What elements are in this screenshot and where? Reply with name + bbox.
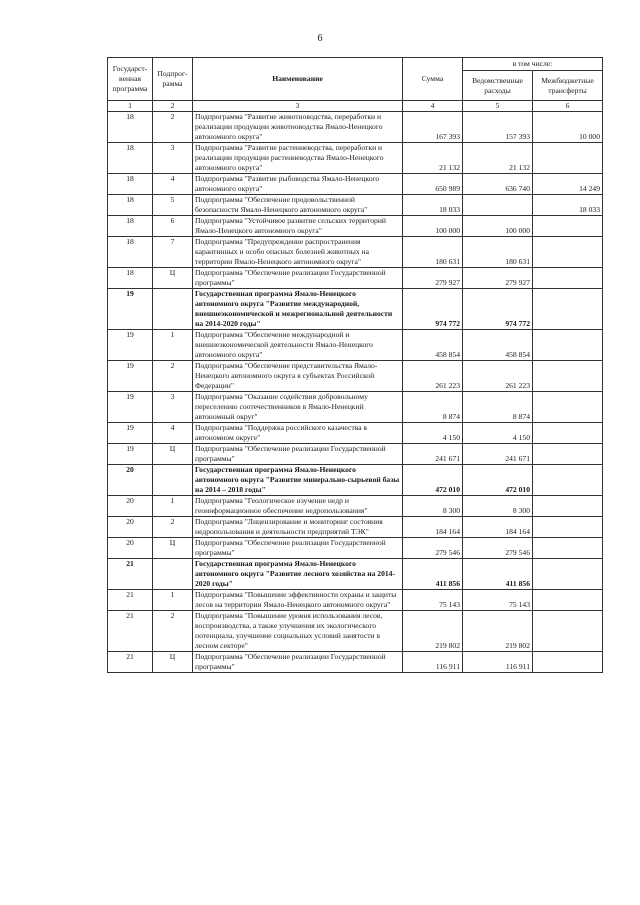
amount-total: 472 010 [403,465,463,496]
amount-transfers [533,361,603,392]
subprogram-code: 1 [153,330,193,361]
table-row [108,590,603,611]
amount-departmental: 157 393 [463,112,533,143]
amount-total: 18 033 [403,195,463,216]
amount-transfers [533,496,603,517]
program-code: 18 [108,268,153,289]
header-transfers: Межбюджетные трансферты [533,71,603,101]
table-row [108,289,603,330]
program-code: 18 [108,216,153,237]
budget-table [107,57,603,673]
amount-departmental [463,195,533,216]
program-code: 19 [108,361,153,392]
amount-total: 116 911 [403,652,463,673]
program-code: 18 [108,112,153,143]
amount-transfers [533,289,603,330]
program-code: 20 [108,496,153,517]
item-name: Подпрограмма "Обеспечение представительства Ямало-Ненецкого автономного округа в субъектах Российской Федерации" [193,361,403,392]
amount-total: 75 143 [403,590,463,611]
item-name: Государственная программа Ямало-Ненецкого автономного округа "Развитие лесного хозяйства на 2014-2020 годы" [193,559,403,590]
program-code: 21 [108,611,153,652]
item-name: Подпрограмма "Обеспечение реализации Государственной программы" [193,652,403,673]
amount-transfers [533,392,603,423]
column-number: 2 [153,101,193,112]
amount-total: 458 854 [403,330,463,361]
amount-total: 8 874 [403,392,463,423]
amount-transfers [533,237,603,268]
item-name: Подпрограмма "Обеспечение продовольственной безопасности Ямало-Ненецкого автономного округа" [193,195,403,216]
amount-departmental: 261 223 [463,361,533,392]
amount-departmental: 636 740 [463,174,533,195]
program-code: 19 [108,444,153,465]
subprogram-code: 5 [153,195,193,216]
item-name: Подпрограмма "Лицензирование и мониторинг состояния недропользования и деятельности предприятий ТЭК" [193,517,403,538]
amount-departmental: 4 150 [463,423,533,444]
header-name: Наименование [193,58,403,101]
amount-departmental: 100 000 [463,216,533,237]
amount-transfers [533,423,603,444]
amount-departmental: 21 132 [463,143,533,174]
amount-total: 21 132 [403,143,463,174]
program-code: 20 [108,465,153,496]
amount-total: 974 772 [403,289,463,330]
amount-total: 167 393 [403,112,463,143]
table-row [108,174,603,195]
table-row [108,652,603,673]
amount-transfers [533,652,603,673]
table-body [108,112,603,673]
table-row [108,496,603,517]
table-row [108,216,603,237]
table-row [108,112,603,143]
subprogram-code [153,465,193,496]
amount-transfers [533,611,603,652]
table-row [108,392,603,423]
program-code: 21 [108,652,153,673]
table-row [108,237,603,268]
header-subprogram: Подпрог-рамма [153,58,193,101]
amount-total: 411 856 [403,559,463,590]
amount-departmental: 116 911 [463,652,533,673]
amount-departmental: 184 164 [463,517,533,538]
subprogram-code: 2 [153,112,193,143]
amount-total: 261 223 [403,361,463,392]
subprogram-code: 1 [153,496,193,517]
item-name: Подпрограмма "Развитие животноводства, переработки и реализации продукции животноводства Ямало-Ненецкого автономного округа" [193,112,403,143]
item-name: Подпрограмма "Обеспечение международной и внешнеэкономической деятельности Ямало-Ненецкого автономного округа" [193,330,403,361]
amount-total: 100 000 [403,216,463,237]
subprogram-code: Ц [153,538,193,559]
amount-transfers: 14 249 [533,174,603,195]
amount-transfers: 10 000 [533,112,603,143]
amount-departmental: 8 874 [463,392,533,423]
item-name: Подпрограмма "Оказание содействия добровольному переселению соотечественников в Ямало-Ненецкий автономный округ" [193,392,403,423]
header-departmental: Ведомственные расходы [463,71,533,101]
item-name: Подпрограмма "Обеспечение реализации Государственной программы" [193,538,403,559]
subprogram-code: 7 [153,237,193,268]
item-name: Подпрограмма "Развитие рыбоводства Ямало-Ненецкого автономного округа" [193,174,403,195]
amount-transfers [533,444,603,465]
amount-total: 219 802 [403,611,463,652]
page-number: 6 [317,33,323,44]
amount-total: 8 300 [403,496,463,517]
subprogram-code: 6 [153,216,193,237]
amount-total: 184 164 [403,517,463,538]
subprogram-code: 3 [153,392,193,423]
item-name: Государственная программа Ямало-Ненецкого автономного округа "Развитие международной, внешнеэкономической и межрегиональной деятельности на 2014-2020 годы" [193,289,403,330]
amount-transfers [533,330,603,361]
program-code: 18 [108,174,153,195]
amount-total: 279 927 [403,268,463,289]
subprogram-code: Ц [153,652,193,673]
program-code: 19 [108,392,153,423]
item-name: Подпрограмма "Предупреждение распространения карантинных и особо опасных болезней животных на территории Ямало-Ненецкого автономного округа" [193,237,403,268]
subprogram-code: 2 [153,611,193,652]
subprogram-code: 2 [153,517,193,538]
subprogram-code: Ц [153,268,193,289]
table-row [108,559,603,590]
subprogram-code: 1 [153,590,193,611]
table-row [108,611,603,652]
program-code: 18 [108,143,153,174]
item-name: Подпрограмма "Развитие растениеводства, переработки и реализации продукции растениеводства Ямало-Ненецкого автономного округа" [193,143,403,174]
column-number: 4 [403,101,463,112]
amount-transfers [533,216,603,237]
item-name: Государственная программа Ямало-Ненецкого автономного округа "Развитие минерально-сырьевой базы на 2014 – 2018 годы" [193,465,403,496]
table-row [108,517,603,538]
subprogram-code: 3 [153,143,193,174]
item-name: Подпрограмма "Устойчивое развитие сельских территорий Ямало-Ненецкого автономного округа" [193,216,403,237]
column-number: 6 [533,101,603,112]
table-row [108,361,603,392]
amount-transfers [533,559,603,590]
item-name: Подпрограмма "Поддержка российского казачества в автономном округе" [193,423,403,444]
amount-total: 650 989 [403,174,463,195]
program-code: 19 [108,330,153,361]
program-code: 18 [108,195,153,216]
amount-departmental: 241 671 [463,444,533,465]
subprogram-code: 4 [153,423,193,444]
amount-total: 241 671 [403,444,463,465]
amount-departmental: 411 856 [463,559,533,590]
item-name: Подпрограмма "Геологическое изучение недр и геоинформационное обеспечение недропользования" [193,496,403,517]
program-code: 19 [108,423,153,444]
header-sum: Сумма [403,58,463,101]
amount-total: 279 546 [403,538,463,559]
amount-departmental: 974 772 [463,289,533,330]
subprogram-code: 4 [153,174,193,195]
item-name: Подпрограмма "Обеспечение реализации Государственной программы" [193,268,403,289]
subprogram-code: 2 [153,361,193,392]
amount-departmental: 472 010 [463,465,533,496]
amount-transfers [533,590,603,611]
subprogram-code [153,289,193,330]
table-row [108,195,603,216]
header-program: Государст-венная программа [108,58,153,101]
item-name: Подпрограмма "Обеспечение реализации Государственной программы" [193,444,403,465]
item-name: Подпрограмма "Повышение уровня использования лесов, воспроизводства, а также улучшения их экологического потенциала, улучшение социальных условий занятости в лесном секторе" [193,611,403,652]
program-code: 18 [108,237,153,268]
amount-total: 4 150 [403,423,463,444]
program-code: 20 [108,517,153,538]
table-row [108,465,603,496]
column-number: 1 [108,101,153,112]
table-row [108,330,603,361]
amount-transfers [533,143,603,174]
table-row [108,268,603,289]
amount-departmental: 279 546 [463,538,533,559]
program-code: 21 [108,590,153,611]
amount-departmental: 219 802 [463,611,533,652]
table-row [108,423,603,444]
column-number: 5 [463,101,533,112]
program-code: 19 [108,289,153,330]
program-code: 21 [108,559,153,590]
amount-transfers [533,268,603,289]
amount-transfers: 18 033 [533,195,603,216]
subprogram-code: Ц [153,444,193,465]
table-row [108,444,603,465]
amount-transfers [533,465,603,496]
column-number: 3 [193,101,403,112]
amount-transfers [533,538,603,559]
amount-departmental: 279 927 [463,268,533,289]
amount-departmental: 180 631 [463,237,533,268]
amount-total: 180 631 [403,237,463,268]
item-name: Подпрограмма "Повышение эффективности охраны и защиты лесов на территории Ямало-Ненецкого автономного округа" [193,590,403,611]
table-row [108,143,603,174]
header-including: в том числе: [463,58,603,71]
amount-departmental: 458 854 [463,330,533,361]
amount-departmental: 8 300 [463,496,533,517]
subprogram-code [153,559,193,590]
amount-departmental: 75 143 [463,590,533,611]
table-row [108,538,603,559]
amount-transfers [533,517,603,538]
program-code: 20 [108,538,153,559]
